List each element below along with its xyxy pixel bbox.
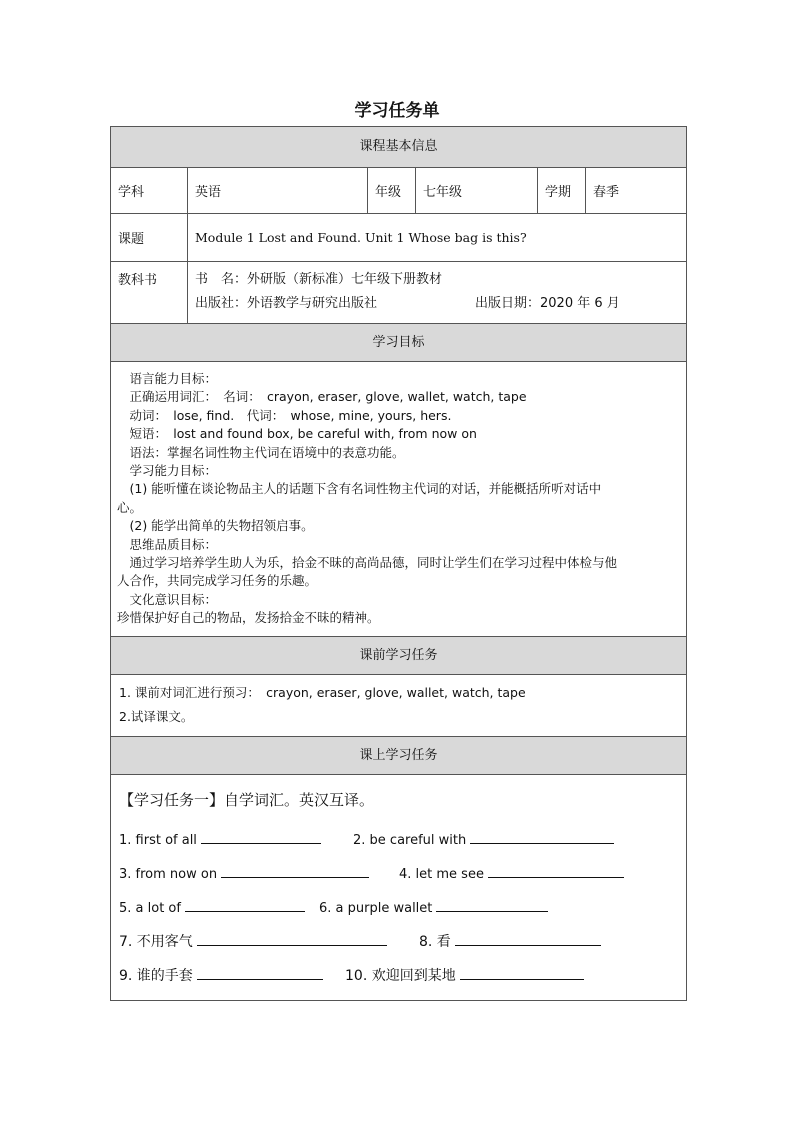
vocab-prompt: 1. first of all <box>119 833 197 848</box>
vocab-prompt: 8. 看 <box>419 934 451 950</box>
book-name-line: 书 名：外研版（新标准）七年级下册教材 <box>195 272 443 287</box>
vocab-item-right <box>345 965 584 985</box>
task-sheet-table <box>110 126 687 1001</box>
grade-label: 年级 <box>367 168 415 213</box>
objective-line: 动词： lose, find. 代词： whose, mine, yours, hers. <box>117 407 452 423</box>
vocab-prompt: 2. be careful with <box>353 833 467 848</box>
answer-blank[interactable] <box>460 965 584 980</box>
answer-blank[interactable] <box>201 829 321 844</box>
answer-blank[interactable] <box>470 829 614 844</box>
objective-line: 人合作，共同完成学习任务的乐趣。 <box>117 573 318 589</box>
textbook-value <box>187 262 686 323</box>
vocab-item-left <box>119 863 369 882</box>
topic-label: 课题 <box>118 232 145 247</box>
section-objectives: 学习目标 <box>111 323 686 361</box>
vocab-prompt: 5. a lot of <box>119 901 181 916</box>
vocab-prompt: 9. 谁的手套 <box>119 968 193 984</box>
vocab-item-left <box>119 897 305 916</box>
answer-blank[interactable] <box>455 931 601 946</box>
vocab-item-left <box>119 829 321 848</box>
answer-blank[interactable] <box>197 931 387 946</box>
pre-task-line: 2.试译课文。 <box>119 709 194 724</box>
pre-task-line: 1. 课前对词汇进行预习： crayon, eraser, glove, wallet, watch, tape <box>119 685 526 700</box>
vocab-item-left <box>119 931 387 951</box>
publisher-row <box>195 292 686 316</box>
info-row-subject <box>111 167 686 213</box>
vocab-prompt: 7. 不用客气 <box>119 934 193 950</box>
answer-blank[interactable] <box>197 965 323 980</box>
publish-date-line: 出版日期：2020 年 6 月 <box>475 296 620 311</box>
vocab-prompt: 4. let me see <box>399 867 484 882</box>
objective-line: 语言能力目标： <box>117 371 218 386</box>
vocab-row <box>119 863 678 897</box>
info-row-textbook <box>111 261 686 323</box>
vocab-exercise <box>119 829 678 999</box>
vocab-item-right <box>399 863 624 882</box>
objective-line: 学习能力目标： <box>117 463 218 479</box>
objective-line: 通过学习培养学生助人为乐，拾金不昧的高尚品德，同时让学生们在学习过程中体检与他 <box>117 555 618 571</box>
vocab-item-right <box>319 897 548 916</box>
pre-class-content <box>111 674 686 736</box>
subject-label: 学科 <box>118 185 145 200</box>
publisher-line: 出版社：外语教学与研究出版社 <box>195 296 378 311</box>
objective-line: 文化意识目标： <box>117 591 218 607</box>
objective-line: 正确运用词汇： 名词： crayon, eraser, glove, wallet, watch, tape <box>117 389 527 405</box>
vocab-row <box>119 931 678 965</box>
vocab-item-right <box>419 931 601 951</box>
objective-line: (2) 能学出简单的失物招领启事。 <box>117 518 314 534</box>
section-pre-class: 课前学习任务 <box>111 636 686 674</box>
term-value: 春季 <box>585 168 686 213</box>
objective-line: 珍惜保护好自己的物品，发扬拾金不昧的精神。 <box>117 610 380 626</box>
grade-value: 七年级 <box>415 168 537 213</box>
task1-heading: 【学习任务一】自学词汇。英汉互译。 <box>119 791 375 809</box>
answer-blank[interactable] <box>488 863 624 878</box>
in-class-content <box>111 774 686 1000</box>
section-basic-info: 课程基本信息 <box>111 127 686 167</box>
objective-line: 短语： lost and found box, be careful with, from now on <box>117 426 477 442</box>
page-title: 学习任务单 <box>354 101 440 121</box>
objective-line: (1) 能听懂在谈论物品主人的话题下含有名词性物主代词的对话，并能概括所听对话中 <box>117 481 602 497</box>
info-row-topic <box>111 213 686 261</box>
objective-line: 语法：掌握名词性物主代词在语境中的表意功能。 <box>117 444 405 460</box>
vocab-prompt: 10. 欢迎回到某地 <box>345 968 456 984</box>
objective-line: 思维品质目标： <box>117 536 218 552</box>
answer-blank[interactable] <box>185 897 305 912</box>
vocab-row <box>119 897 678 931</box>
objectives-content <box>111 361 686 636</box>
answer-blank[interactable] <box>221 863 369 878</box>
vocab-row <box>119 965 678 999</box>
answer-blank[interactable] <box>436 897 548 912</box>
subject-value: 英语 <box>187 168 367 213</box>
vocab-item-left <box>119 965 323 985</box>
section-in-class: 课上学习任务 <box>111 736 686 774</box>
vocab-prompt: 3. from now on <box>119 867 218 882</box>
vocab-item-right <box>353 829 614 848</box>
objective-line: 心。 <box>117 499 143 515</box>
textbook-label: 教科书 <box>118 273 158 288</box>
topic-value: Module 1 Lost and Found. Unit 1 Whose bag is this? <box>187 214 686 261</box>
vocab-row <box>119 829 678 863</box>
vocab-prompt: 6. a purple wallet <box>319 901 433 916</box>
term-label: 学期 <box>537 168 585 213</box>
